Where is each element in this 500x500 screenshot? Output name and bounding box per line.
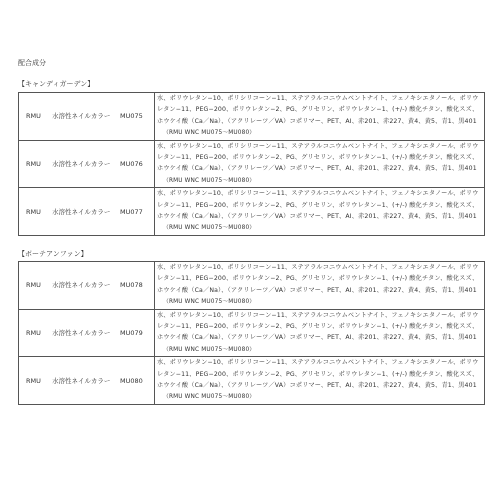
product-cell bbox=[19, 188, 155, 236]
ingredient-cell bbox=[155, 140, 485, 188]
ingredient-text: 水、ポリウレタン−10、ポリシリコーン−11、ステアラルコニウムベントナイト、フェノキシエタノール、ポリウレタン−11、PEG−200、ポリウレタン−2、PG、グリセリン、ポリウレタン−1、(+/-) 酸化チタン、酸化スズ、ホウケイ酸（Ca／Na）、（アクリレーツ／VA）コポリマー、PET、AI、赤201、赤227、黄4、黄5、青1、黒401 bbox=[157, 190, 479, 221]
brand-label: RMU bbox=[26, 376, 41, 385]
product-code: MU080 bbox=[120, 376, 143, 385]
product-name: 水溶性ネイルカラー bbox=[52, 376, 111, 385]
table-row bbox=[19, 188, 485, 236]
product-name: 水溶性ネイルカラー bbox=[52, 281, 111, 290]
ingredients-table-candy-garden bbox=[18, 92, 485, 236]
product-cell bbox=[19, 93, 155, 141]
reference-code: （RMU WNC MU075〜MU080） bbox=[163, 346, 256, 353]
reference-code: （RMU WNC MU075〜MU080） bbox=[163, 225, 256, 232]
ingredient-cell bbox=[155, 262, 485, 310]
table-row bbox=[19, 140, 485, 188]
ingredient-text: 水、ポリウレタン−10、ポリシリコーン−11、ステアラルコニウムベントナイト、フェノキシエタノール、ポリウレタン−11、PEG−200、ポリウレタン−2、PG、グリセリン、ポリウレタン−1、(+/-) 酸化チタン、酸化スズ、ホウケイ酸（Ca／Na）、（アクリレーツ／VA）コポリマー、PET、AI、赤201、赤227、黄4、黄5、青1、黒401 bbox=[157, 95, 479, 125]
brand-label: RMU bbox=[26, 328, 41, 337]
brand-label: RMU bbox=[26, 112, 41, 121]
section-header-beaute-enfant: 【ボーテアンファン】 bbox=[18, 250, 88, 258]
product-cell bbox=[19, 309, 155, 357]
ingredient-text: 水、ポリウレタン−10、ポリシリコーン−11、ステアラルコニウムベントナイト、フェノキシエタノール、ポリウレタン−11、PEG−200、ポリウレタン−2、PG、グリセリン、ポリウレタン−1、(+/-) 酸化チタン、酸化スズ、ホウケイ酸（Ca／Na）、（アクリレーツ／VA）コポリマー、PET、AI、赤201、赤227、黄4、黄5、青1、黒401 bbox=[157, 264, 479, 294]
reference-code: （RMU WNC MU075〜MU080） bbox=[163, 130, 256, 137]
ingredient-cell bbox=[155, 188, 485, 236]
product-code: MU075 bbox=[120, 112, 143, 121]
product-code: MU079 bbox=[120, 328, 143, 337]
ingredient-text: 水、ポリウレタン−10、ポリシリコーン−11、ステアラルコニウムベントナイト、フェノキシエタノール、ポリウレタン−11、PEG−200、ポリウレタン−2、PG、グリセリン、ポリウレタン−1、(+/-) 酸化チタン、酸化スズ、ホウケイ酸（Ca／Na）、（アクリレーツ／VA）コポリマー、PET、AI、赤201、赤227、黄4、黄5、青1、黒401 bbox=[157, 142, 479, 173]
brand-label: RMU bbox=[26, 207, 41, 216]
ingredient-cell bbox=[155, 309, 485, 357]
ingredient-cell bbox=[155, 357, 485, 405]
page-title: 配合成分 bbox=[18, 59, 46, 67]
table-row bbox=[19, 262, 485, 310]
ingredients-table-beaute-enfant bbox=[18, 261, 485, 405]
product-cell bbox=[19, 262, 155, 310]
product-cell bbox=[19, 140, 155, 188]
product-code: MU077 bbox=[120, 207, 143, 216]
product-name: 水溶性ネイルカラー bbox=[52, 207, 111, 216]
table-row bbox=[19, 93, 485, 141]
table-row bbox=[19, 357, 485, 405]
product-code: MU076 bbox=[120, 159, 143, 168]
ingredient-text: 水、ポリウレタン−10、ポリシリコーン−11、ステアラルコニウムベントナイト、フェノキシエタノール、ポリウレタン−11、PEG−200、ポリウレタン−2、PG、グリセリン、ポリウレタン−1、(+/-) 酸化チタン、酸化スズ、ホウケイ酸（Ca／Na）、（アクリレーツ／VA）コポリマー、PET、AI、赤201、赤227、黄4、黄5、青1、黒401 bbox=[157, 359, 479, 390]
table-row bbox=[19, 309, 485, 357]
brand-label: RMU bbox=[26, 159, 41, 168]
product-cell bbox=[19, 357, 155, 405]
reference-code: （RMU WNC MU075〜MU080） bbox=[163, 394, 256, 401]
brand-label: RMU bbox=[26, 281, 41, 290]
product-code: MU078 bbox=[120, 281, 143, 290]
reference-code: （RMU WNC MU075〜MU080） bbox=[163, 177, 256, 184]
section-header-candy-garden: 【キャンディガーデン】 bbox=[18, 80, 95, 88]
product-name: 水溶性ネイルカラー bbox=[52, 112, 111, 121]
ingredient-cell bbox=[155, 93, 485, 141]
product-name: 水溶性ネイルカラー bbox=[52, 159, 111, 168]
product-name: 水溶性ネイルカラー bbox=[52, 328, 111, 337]
reference-code: （RMU WNC MU075〜MU080） bbox=[163, 299, 256, 306]
ingredient-text: 水、ポリウレタン−10、ポリシリコーン−11、ステアラルコニウムベントナイト、フェノキシエタノール、ポリウレタン−11、PEG−200、ポリウレタン−2、PG、グリセリン、ポリウレタン−1、(+/-) 酸化チタン、酸化スズ、ホウケイ酸（Ca／Na）、（アクリレーツ／VA）コポリマー、PET、AI、赤201、赤227、黄4、黄5、青1、黒401 bbox=[157, 311, 479, 342]
